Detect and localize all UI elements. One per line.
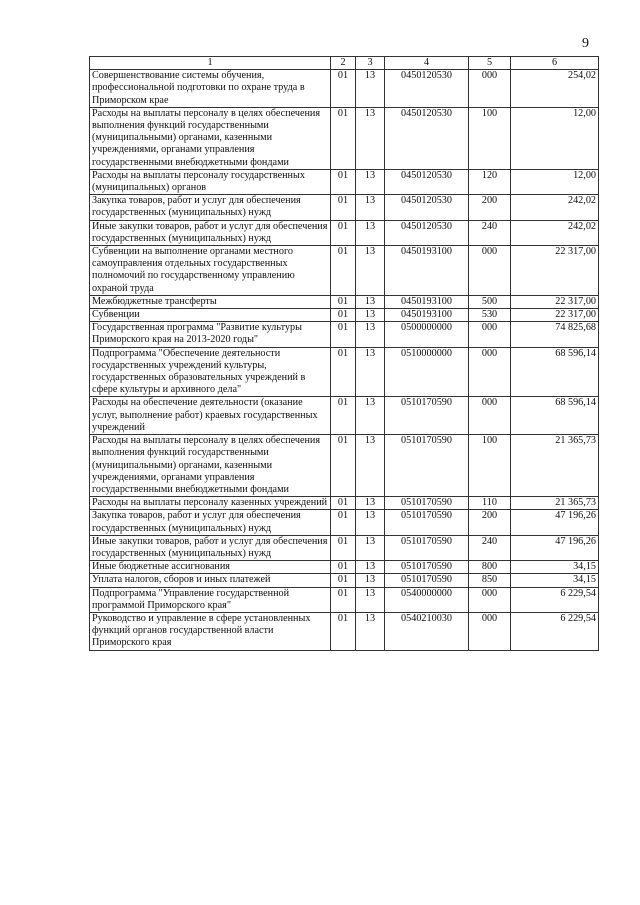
subsection-code-cell: 13 [356,561,385,574]
table-row [90,107,599,169]
expense-type-cell: 000 [469,246,511,296]
table-body [90,70,599,650]
expense-name-cell: Подпрограмма "Управление государственной программой Приморского края" [90,587,331,612]
amount-cell: 254,02 [511,70,599,108]
table-row [90,561,599,574]
subsection-code-cell: 13 [356,574,385,587]
target-article-cell: 0510170590 [385,561,469,574]
section-code-cell: 01 [331,535,356,560]
amount-cell: 21 365,73 [511,497,599,510]
expense-type-cell: 000 [469,347,511,397]
expense-name-cell: Иные бюджетные ассигнования [90,561,331,574]
expense-type-cell: 120 [469,169,511,194]
section-code-cell: 01 [331,70,356,108]
amount-cell: 242,02 [511,220,599,245]
expense-type-cell: 000 [469,587,511,612]
amount-cell: 34,15 [511,574,599,587]
expense-name-cell: Государственная программа "Развитие культуры Приморского края на 2013-2020 годы" [90,322,331,347]
expense-type-cell: 100 [469,435,511,497]
section-code-cell: 01 [331,587,356,612]
target-article-cell: 0450120530 [385,70,469,108]
column-header-6: 6 [511,57,599,70]
table-row [90,195,599,220]
section-code-cell: 01 [331,435,356,497]
target-article-cell: 0510170590 [385,397,469,435]
budget-table [89,56,599,651]
expense-name-cell: Расходы на выплаты персоналу государственных (муниципальных) органов [90,169,331,194]
target-article-cell: 0510170590 [385,535,469,560]
target-article-cell: 0510170590 [385,497,469,510]
section-code-cell: 01 [331,574,356,587]
amount-cell: 34,15 [511,561,599,574]
amount-cell: 6 229,54 [511,612,599,650]
table-row [90,70,599,108]
table-row [90,497,599,510]
expense-name-cell: Совершенствование системы обучения, профессиональной подготовки по охране труда в Приморском крае [90,70,331,108]
table-row [90,587,599,612]
expense-type-cell: 240 [469,535,511,560]
amount-cell: 74 825,68 [511,322,599,347]
subsection-code-cell: 13 [356,535,385,560]
target-article-cell: 0540000000 [385,587,469,612]
amount-cell: 22 317,00 [511,295,599,308]
target-article-cell: 0450120530 [385,169,469,194]
table-row [90,435,599,497]
table-row [90,246,599,296]
section-code-cell: 01 [331,195,356,220]
amount-cell: 22 317,00 [511,246,599,296]
expense-name-cell: Расходы на выплаты персоналу в целях обеспечения выполнения функций государственными (муниципальными) органами, казенными учреждениями, органами управления государственными внебюджетными фондами [90,107,331,169]
target-article-cell: 0510170590 [385,510,469,535]
amount-cell: 47 196,26 [511,510,599,535]
amount-cell: 21 365,73 [511,435,599,497]
target-article-cell: 0510000000 [385,347,469,397]
expense-type-cell: 500 [469,295,511,308]
section-code-cell: 01 [331,510,356,535]
subsection-code-cell: 13 [356,322,385,347]
section-code-cell: 01 [331,107,356,169]
section-code-cell: 01 [331,497,356,510]
subsection-code-cell: 13 [356,510,385,535]
expense-name-cell: Иные закупки товаров, работ и услуг для обеспечения государственных (муниципальных) нужд [90,220,331,245]
column-header-4: 4 [385,57,469,70]
subsection-code-cell: 13 [356,397,385,435]
expense-type-cell: 240 [469,220,511,245]
amount-cell: 22 317,00 [511,309,599,322]
subsection-code-cell: 13 [356,169,385,194]
expense-name-cell: Субвенции на выполнение органами местного самоуправления отдельных государственных полномочий по государственному управлению охраной труда [90,246,331,296]
expense-type-cell: 000 [469,612,511,650]
section-code-cell: 01 [331,347,356,397]
section-code-cell: 01 [331,561,356,574]
expense-type-cell: 530 [469,309,511,322]
section-code-cell: 01 [331,246,356,296]
amount-cell: 6 229,54 [511,587,599,612]
expense-type-cell: 200 [469,510,511,535]
column-header-3: 3 [356,57,385,70]
subsection-code-cell: 13 [356,612,385,650]
section-code-cell: 01 [331,169,356,194]
target-article-cell: 0450120530 [385,107,469,169]
amount-cell: 12,00 [511,169,599,194]
target-article-cell: 0540210030 [385,612,469,650]
subsection-code-cell: 13 [356,246,385,296]
table-row [90,169,599,194]
subsection-code-cell: 13 [356,435,385,497]
page-number: 9 [582,36,589,51]
amount-cell: 242,02 [511,195,599,220]
target-article-cell: 0450120530 [385,220,469,245]
expense-name-cell: Уплата налогов, сборов и иных платежей [90,574,331,587]
section-code-cell: 01 [331,220,356,245]
subsection-code-cell: 13 [356,497,385,510]
expense-name-cell: Межбюджетные трансферты [90,295,331,308]
expense-type-cell: 000 [469,397,511,435]
subsection-code-cell: 13 [356,309,385,322]
table-row [90,397,599,435]
column-header-2: 2 [331,57,356,70]
table-row [90,347,599,397]
section-code-cell: 01 [331,322,356,347]
column-header-1: 1 [90,57,331,70]
expense-type-cell: 200 [469,195,511,220]
amount-cell: 12,00 [511,107,599,169]
expense-name-cell: Расходы на обеспечение деятельности (оказание услуг, выполнение работ) краевых государственных учреждений [90,397,331,435]
section-code-cell: 01 [331,397,356,435]
target-article-cell: 0450193100 [385,309,469,322]
table-row [90,612,599,650]
subsection-code-cell: 13 [356,347,385,397]
expense-name-cell: Руководство и управление в сфере установленных функций органов государственной власти Приморского края [90,612,331,650]
subsection-code-cell: 13 [356,107,385,169]
subsection-code-cell: 13 [356,220,385,245]
amount-cell: 47 196,26 [511,535,599,560]
expense-name-cell: Расходы на выплаты персоналу казенных учреждений [90,497,331,510]
target-article-cell: 0450193100 [385,295,469,308]
subsection-code-cell: 13 [356,195,385,220]
table-row [90,295,599,308]
table-row [90,574,599,587]
target-article-cell: 0510170590 [385,574,469,587]
expense-type-cell: 100 [469,107,511,169]
section-code-cell: 01 [331,612,356,650]
subsection-code-cell: 13 [356,295,385,308]
subsection-code-cell: 13 [356,70,385,108]
expense-name-cell: Расходы на выплаты персоналу в целях обеспечения выполнения функций государственными (муниципальными) органами, казенными учреждениями, органами управления государственными внебюджетными фондами [90,435,331,497]
target-article-cell: 0500000000 [385,322,469,347]
expense-type-cell: 850 [469,574,511,587]
subsection-code-cell: 13 [356,587,385,612]
table-row [90,535,599,560]
amount-cell: 68 596,14 [511,347,599,397]
column-header-5: 5 [469,57,511,70]
expense-name-cell: Подпрограмма "Обеспечение деятельности государственных учреждений культуры, государственных образовательных учреждений в сфере культуры и архивного дела" [90,347,331,397]
expense-name-cell: Закупка товаров, работ и услуг для обеспечения государственных (муниципальных) нужд [90,195,331,220]
expense-type-cell: 000 [469,70,511,108]
table-header-row [90,57,599,70]
target-article-cell: 0450120530 [385,195,469,220]
expense-type-cell: 110 [469,497,511,510]
target-article-cell: 0510170590 [385,435,469,497]
section-code-cell: 01 [331,309,356,322]
expense-type-cell: 800 [469,561,511,574]
expense-name-cell: Субвенции [90,309,331,322]
section-code-cell: 01 [331,295,356,308]
table-row [90,322,599,347]
expense-name-cell: Иные закупки товаров, работ и услуг для обеспечения государственных (муниципальных) нужд [90,535,331,560]
table-row [90,510,599,535]
expense-type-cell: 000 [469,322,511,347]
target-article-cell: 0450193100 [385,246,469,296]
expense-name-cell: Закупка товаров, работ и услуг для обеспечения государственных (муниципальных) нужд [90,510,331,535]
amount-cell: 68 596,14 [511,397,599,435]
table-row [90,220,599,245]
table-row [90,309,599,322]
